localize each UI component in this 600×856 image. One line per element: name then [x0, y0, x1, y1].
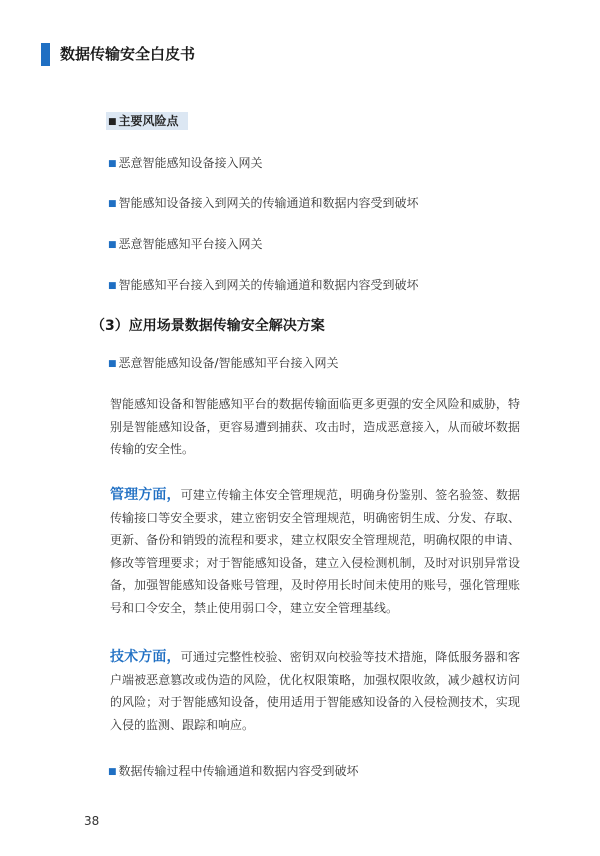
bullet-icon: ■ [108, 359, 117, 369]
bullet-icon: ■ [108, 767, 117, 777]
header-accent-bar [41, 43, 50, 66]
risk-item: ■ 智能感知平台接入到网关的传输通道和数据内容受到破坏 [108, 278, 419, 292]
risk-item: ■ 恶意智能感知平台接入网关 [108, 237, 263, 251]
bullet-icon: ■ [108, 240, 117, 250]
bullet-icon: ■ [108, 159, 117, 169]
document-title: 数据传输安全白皮书 [60, 45, 196, 63]
technical-paragraph [110, 646, 520, 736]
section-heading: （3）应用场景数据传输安全解决方案 [91, 318, 325, 334]
risk-item: ■ 智能感知设备接入到网关的传输通道和数据内容受到破坏 [108, 196, 419, 210]
solution-subheading: ■ 恶意智能感知设备/智能感知平台接入网关 [108, 356, 339, 370]
intro-paragraph: 智能感知设备和智能感知平台的数据传输面临更多更强的安全风险和威胁，特别是智能感知设备，更容易遭到捕获、攻击时，造成恶意接入，从而破坏数据传输的安全性。 [110, 397, 520, 456]
page-number: 38 [84, 814, 100, 828]
bullet-icon: ■ [108, 281, 117, 291]
bullet-icon: ■ [108, 199, 117, 209]
risk-section-title: ■ 主要风险点 [108, 114, 179, 128]
bullet-icon: ■ [108, 117, 117, 127]
management-text: 可建立传输主体安全管理规范，明确身份鉴别、签名验签、数据传输接口等安全要求，建立密钥安全管理规范，明确密钥生成、分发、存取、更新、备份和销毁的流程和要求，建立权限安全管理规范，明确权限的申请、修改等管理要求；对于智能感知设备，建立入侵检测机制，及时对识别异常设备，加强智能感知设备账号管理，及时停用长时间未使用的账号，强化管理账号和口令安全，禁止使用弱口令，建立安全管理基线。 [110, 488, 520, 615]
management-paragraph [110, 484, 520, 619]
risk-item: ■ 恶意智能感知设备接入网关 [108, 156, 263, 170]
technical-lead: 技术方面， [110, 649, 181, 665]
management-lead: 管理方面， [110, 487, 181, 503]
technical-text: 可通过完整性校验、密钥双向校验等技术措施，降低服务器和客户端被恶意篡改或伪造的风险，优化权限策略，加强权限收敛，减少越权访问的风险；对于智能感知设备，使用适用于智能感知设备的入侵检测技术，实现入侵的监测、跟踪和响应。 [110, 650, 520, 732]
solution-subheading: ■ 数据传输过程中传输通道和数据内容受到破坏 [108, 764, 359, 778]
